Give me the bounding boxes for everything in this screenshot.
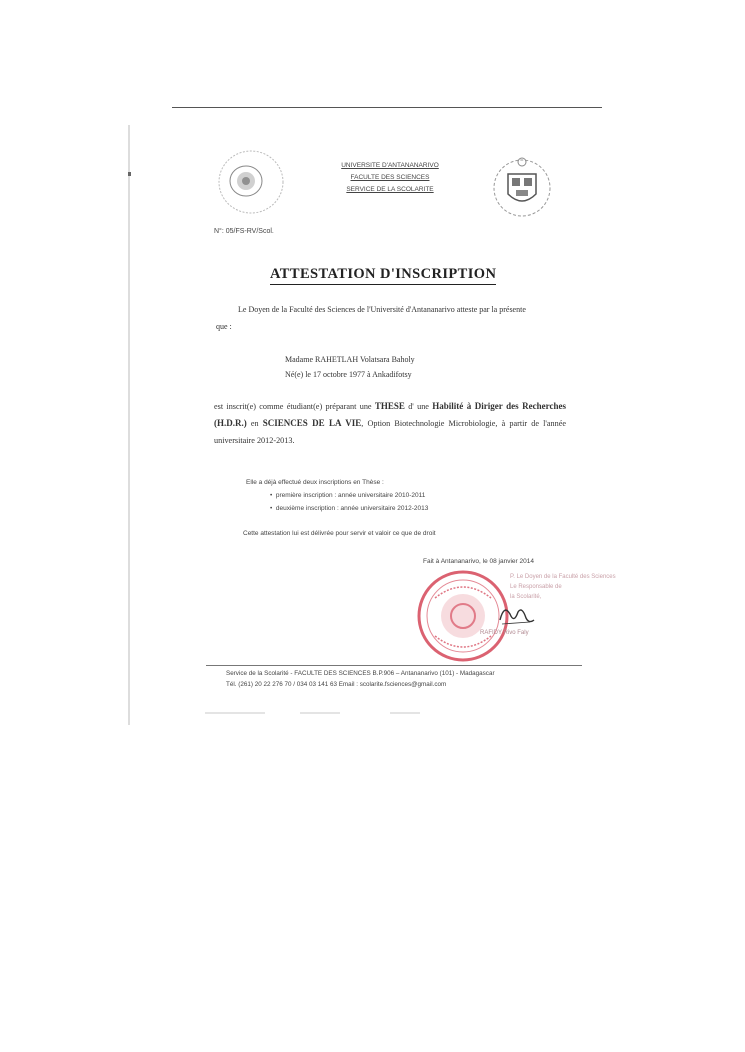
stamp-line-2: Le Responsable de <box>510 584 562 590</box>
stamp-line-3: la Scolarité, <box>510 594 542 600</box>
intro-que: que : <box>216 322 232 331</box>
scan-mark <box>300 712 340 714</box>
enrollment-prefix: est inscrit(e) comme étudiant(e) préparant une <box>214 402 375 411</box>
scan-speck <box>128 172 131 176</box>
footer-address: Service de la Scolarité - FACULTE DES SCIENCES B.P.906 – Antananarivo (101) - Madagascar <box>226 670 495 677</box>
top-rule <box>172 107 602 108</box>
faculty-name: FACULTE DES SCIENCES <box>350 174 430 181</box>
enrollment-option: , Option Biotechnologie Microbiologie, à partir de l'année universitaire 2012-2013. <box>214 419 566 445</box>
closing-statement: Cette attestation lui est délivrée pour servir et valoir ce que de droit <box>243 530 436 537</box>
enrollment-paragraph <box>214 398 566 449</box>
scan-mark <box>390 712 420 714</box>
registration-1: première inscription : année universitaire 2010-2011 <box>275 492 426 499</box>
faculty-emblem-icon <box>490 150 554 222</box>
stamp-line-1: P. Le Doyen de la Faculté des Sciences <box>510 574 616 580</box>
enrollment-connector-2: en <box>246 419 263 428</box>
registration-2: deuxième inscription : année universitaire 2012-2013 <box>275 505 429 512</box>
list-item: • première inscription : année universitaire 2010-2011 <box>270 492 426 499</box>
service-name: SERVICE DE LA SCOLARITE <box>346 186 434 193</box>
student-name: Madame RAHETLAH Volatsara Baholy <box>285 355 415 364</box>
student-birth: Né(e) le 17 octobre 1977 à Ankadifotsy <box>285 370 412 379</box>
list-item: • deuxième inscription : année universitaire 2012-2013 <box>270 505 429 512</box>
university-seal-icon <box>216 148 286 216</box>
hdr-label: Habilité à Diriger des Recherches (H.D.R.) <box>214 401 566 428</box>
university-name: UNIVERSITE D'ANTANANARIVO <box>341 162 439 169</box>
thesis-label: THESE <box>374 401 405 411</box>
place-date: Fait à Antananarivo, le 08 janvier 2014 <box>423 558 534 565</box>
document-header <box>320 160 460 196</box>
footer-rule <box>206 665 582 666</box>
scan-mark <box>205 712 265 714</box>
registrations-intro: Elle a déjà effectué deux inscriptions en Thèse : <box>246 479 384 486</box>
document-title: ATTESTATION D'INSCRIPTION <box>270 266 496 285</box>
enrollment-connector: d' une <box>404 402 433 411</box>
footer-contact: Tél. (261) 20 22 276 70 / 034 03 141 63 Email : scolarite.fsciences@gmail.com <box>226 681 447 688</box>
scan-edge <box>128 125 130 725</box>
intro-line: Le Doyen de la Faculté des Sciences de l'Université d'Antananarivo atteste par la présente <box>238 305 526 314</box>
field-label: SCIENCES DE LA VIE <box>262 418 362 428</box>
signatory-name: RAFIDY Rivo Faly <box>480 630 529 636</box>
handwritten-signature-icon <box>496 600 536 630</box>
reference-number: N°: 05/FS-RV/Scol. <box>214 228 274 235</box>
